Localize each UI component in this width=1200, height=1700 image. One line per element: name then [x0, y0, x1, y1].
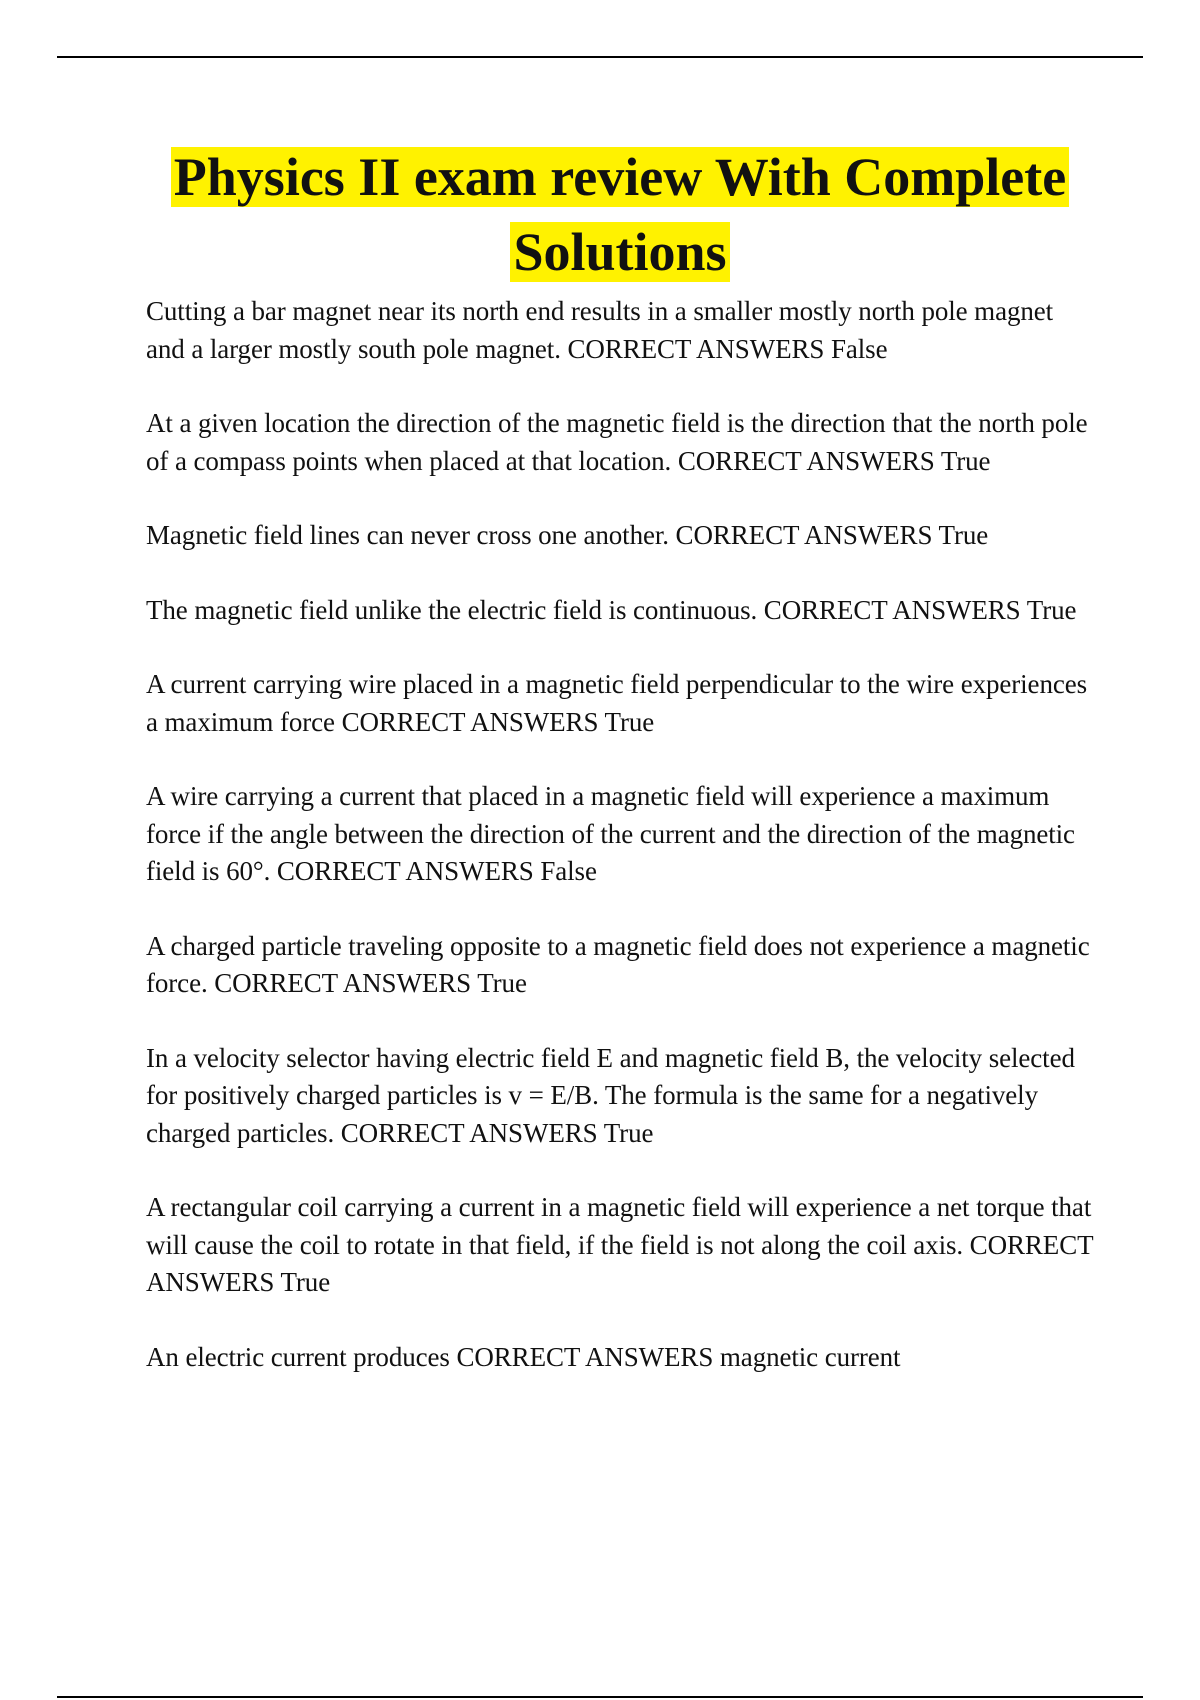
question-item: A current carrying wire placed in a magnetic field perpendicular to the wire experiences a maximum force CORRECT ANSWERS True: [146, 669, 1088, 737]
question-item: A wire carrying a current that placed in a magnetic field will experience a maximum force if the angle between the direction of the current and the direction of the magnetic field is 60°. CORRECT ANSWERS False: [146, 781, 1075, 886]
question-item: Cutting a bar magnet near its north end results in a smaller mostly north pole magnet and a larger mostly south pole magnet. CORRECT ANSWERS False: [146, 296, 1054, 364]
title-line-1: Physics II exam review With Complete: [171, 147, 1069, 207]
page-title: [140, 140, 1100, 290]
question-item: A charged particle traveling opposite to a magnetic field does not experience a magnetic force. CORRECT ANSWERS True: [146, 930, 1090, 998]
question-item: Magnetic field lines can never cross one another. CORRECT ANSWERS True: [146, 520, 989, 550]
footer-rule: [57, 1696, 1143, 1698]
question-item: The magnetic field unlike the electric field is continuous. CORRECT ANSWERS True: [146, 594, 1077, 625]
question-item: In a velocity selector having electric field E and magnetic field B, the velocity selected for positively charged particles is v = E/B. The formula is the same for a negatively charged particles. CORRECT ANSWERS True: [146, 1042, 1075, 1148]
question-item: At a given location the direction of the magnetic field is the direction that the north pole of a compass points when placed at that location. CORRECT ANSWERS True: [146, 408, 1088, 476]
question-list: [146, 293, 1096, 1413]
header-rule: [57, 56, 1143, 58]
question-item: A rectangular coil carrying a current in a magnetic field will experience a net torque that will cause the coil to rotate in that field, if the field is not along the coil axis. CORRECT ANSWERS True: [146, 1192, 1094, 1297]
title-line-2: Solutions: [510, 222, 729, 282]
question-item: An electric current produces CORRECT ANSWERS magnetic current: [146, 1341, 901, 1372]
